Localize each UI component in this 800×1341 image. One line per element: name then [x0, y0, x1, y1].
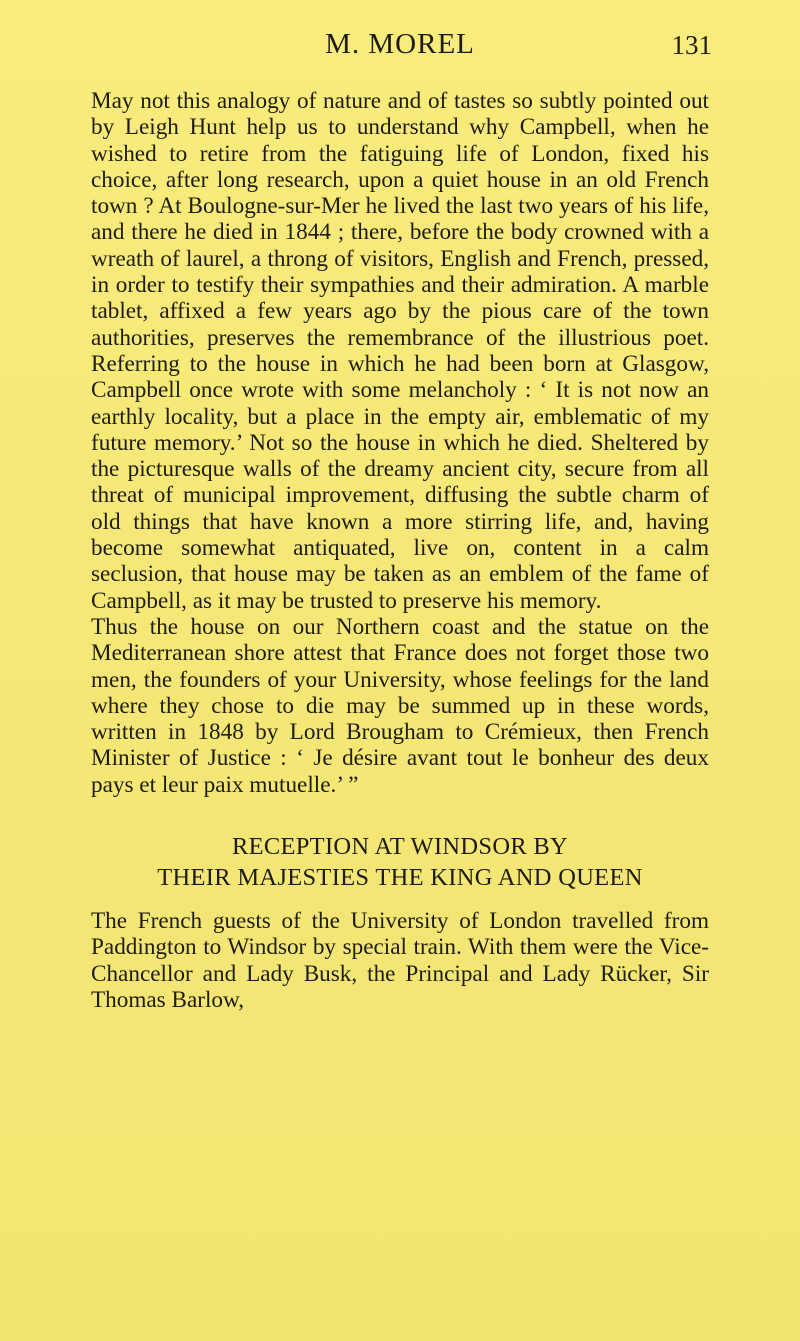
running-head: M. MOREL — [325, 28, 475, 60]
paragraph-1: May not this analogy of nature and of tastes so subtly pointed out by Leigh Hunt help us to understand why Campbell, when he wished to retire from the fatiguing life of London, fixed his choice, after long research, upon a quiet house in an old French town ? At Boulogne-sur-Mer he lived the last two years of his life, and there he died in 1844 ; there, before the body crowned with a wreath of laurel, a throng of visitors, English and French, pressed, in order to testify their sympathies and their admiration. A marble tablet, affixed a few years ago by the pious care of the town authorities, preserves the remembrance of the illustrious poet. Referring to the house in which he had been born at Glasgow, Campbell once wrote with some melancholy : ‘ It is not now an earthly locality, but a place in the empty air, emblematic of my future memory.’ Not so the house in which he died. Sheltered by the picturesque walls of the dreamy ancient city, secure from all threat of municipal improvement, diffusing the subtle charm of old things that have known a more stirring life, and, having become somewhat antiquated, live on, content in a calm seclusion, that house may be taken as an emblem of the fame of Campbell, as it may be trusted to preserve his memory. — [91, 88, 709, 614]
page-body — [91, 88, 709, 1013]
page-number: 131 — [671, 30, 712, 60]
paragraph-2: Thus the house on our Northern coast and the statue on the Mediterranean shore attest that France does not forget those two men, the founders of your University, whose feelings for the land where they chose to die may be summed up in these words, written in 1848 by Lord Brougham to Crémieux, then French Minister of Justice : ‘ Je désire avant tout le bonheur des deux pays et leur paix mutuelle.’ ” — [91, 613, 709, 798]
section-heading — [91, 831, 709, 893]
paragraph-3: The French guests of the University of London travelled from Paddington to Windsor by special train. With them were the Vice-Chancellor and Lady Busk, the Principal and Lady Rücker, Sir Thomas Barlow, — [91, 908, 709, 1013]
page-header — [0, 6, 800, 66]
section-heading-line-2: THEIR MAJESTIES THE KING AND QUEEN — [157, 864, 643, 892]
section-heading-line-1: RECEPTION AT WINDSOR BY — [231, 833, 569, 861]
